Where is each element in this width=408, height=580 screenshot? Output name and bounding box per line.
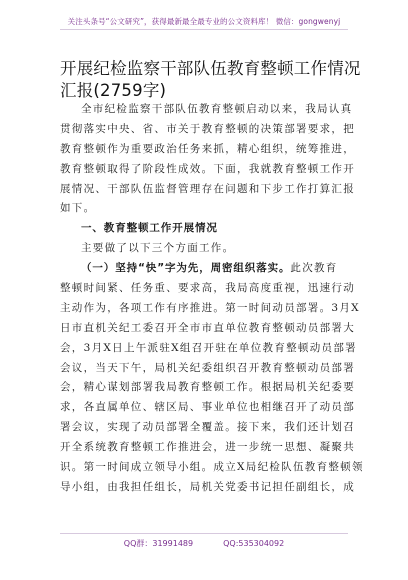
footer-qq-group: QQ群：31991489 (123, 539, 194, 548)
body-line: 开全系统教育整顿工作推进会，进一步统一思想、凝聚共 (60, 441, 355, 454)
body-line: 识。第一时间成立领导小组。成立X局纪检队伍教育整顿领 (60, 461, 364, 474)
body-line: 会，精心谋划部署我局教育整顿工作。根据局机关纪委要 (60, 381, 355, 394)
footer-qq: QQ:535304092 (223, 539, 285, 548)
body-line: 求，各直属单位、辖区局、事业单位也相继召开了动员部 (60, 401, 355, 414)
body-line: 署会议，实现了动员部署全覆盖。接下来，我们还计划召 (60, 421, 355, 434)
body-line-fragment: 此次教育 (290, 262, 338, 275)
title-line-2: 汇报(2759字) (60, 81, 167, 100)
title-line-1: 开展纪检监察干部队伍教育整顿工作情况 (60, 59, 361, 78)
body-line: 会议，当天下午，局机关纪委组织召开教育整顿动员部署 (60, 361, 355, 374)
header-divider (60, 29, 348, 30)
body-line: 如下。 (60, 202, 96, 215)
footer-divider (60, 533, 348, 534)
body-line: 展情况、干部队伍监督管理存在问题和下步工作打算汇报 (60, 182, 355, 195)
body-line: 整顿时间紧、任务重、要求高，我局高度重视，迅速行动 (60, 282, 355, 295)
header-banner: 关注头条号“公文研究”，获得最新最全最专业的公文资料库！ 微信：gongwenyj (67, 17, 341, 26)
body-line: 贯彻落实中央、省、市关于教育整顿的决策部署要求，把 (60, 122, 355, 135)
body-line: 导小组，由我担任组长，局机关党委书记担任副组长，成 (60, 480, 355, 493)
document-body (60, 100, 364, 498)
section-heading: 一、教育整顿工作开展情况 (81, 222, 218, 235)
body-line (60, 259, 352, 279)
body-line: 教育整顿作为重要政治任务来抓，精心组织，统筹推进， (60, 142, 355, 155)
body-line: 全市纪检监察干部队伍教育整顿启动以来，我局认真 (81, 103, 353, 115)
body-line: 日市直机关纪工委召开全市市直单位教育整顿动员部署大 (60, 321, 355, 334)
body-line: 教育整顿取得了阶段性成效。下面，我就教育整顿工作开 (60, 162, 355, 175)
subsection-heading: （一）坚持“快”字为先，周密组织落实。 (81, 262, 291, 275)
body-line: 主要做了以下三个方面工作。 (81, 242, 235, 255)
body-line: 会，3月X日上午派驻X组召开驻在单位教育整顿动员部署 (60, 341, 357, 354)
body-line: 主动作为，各项工作有序推进。第一时间动员部署。3月X (60, 301, 360, 314)
footer-contact (0, 538, 408, 549)
document-title (60, 58, 360, 102)
